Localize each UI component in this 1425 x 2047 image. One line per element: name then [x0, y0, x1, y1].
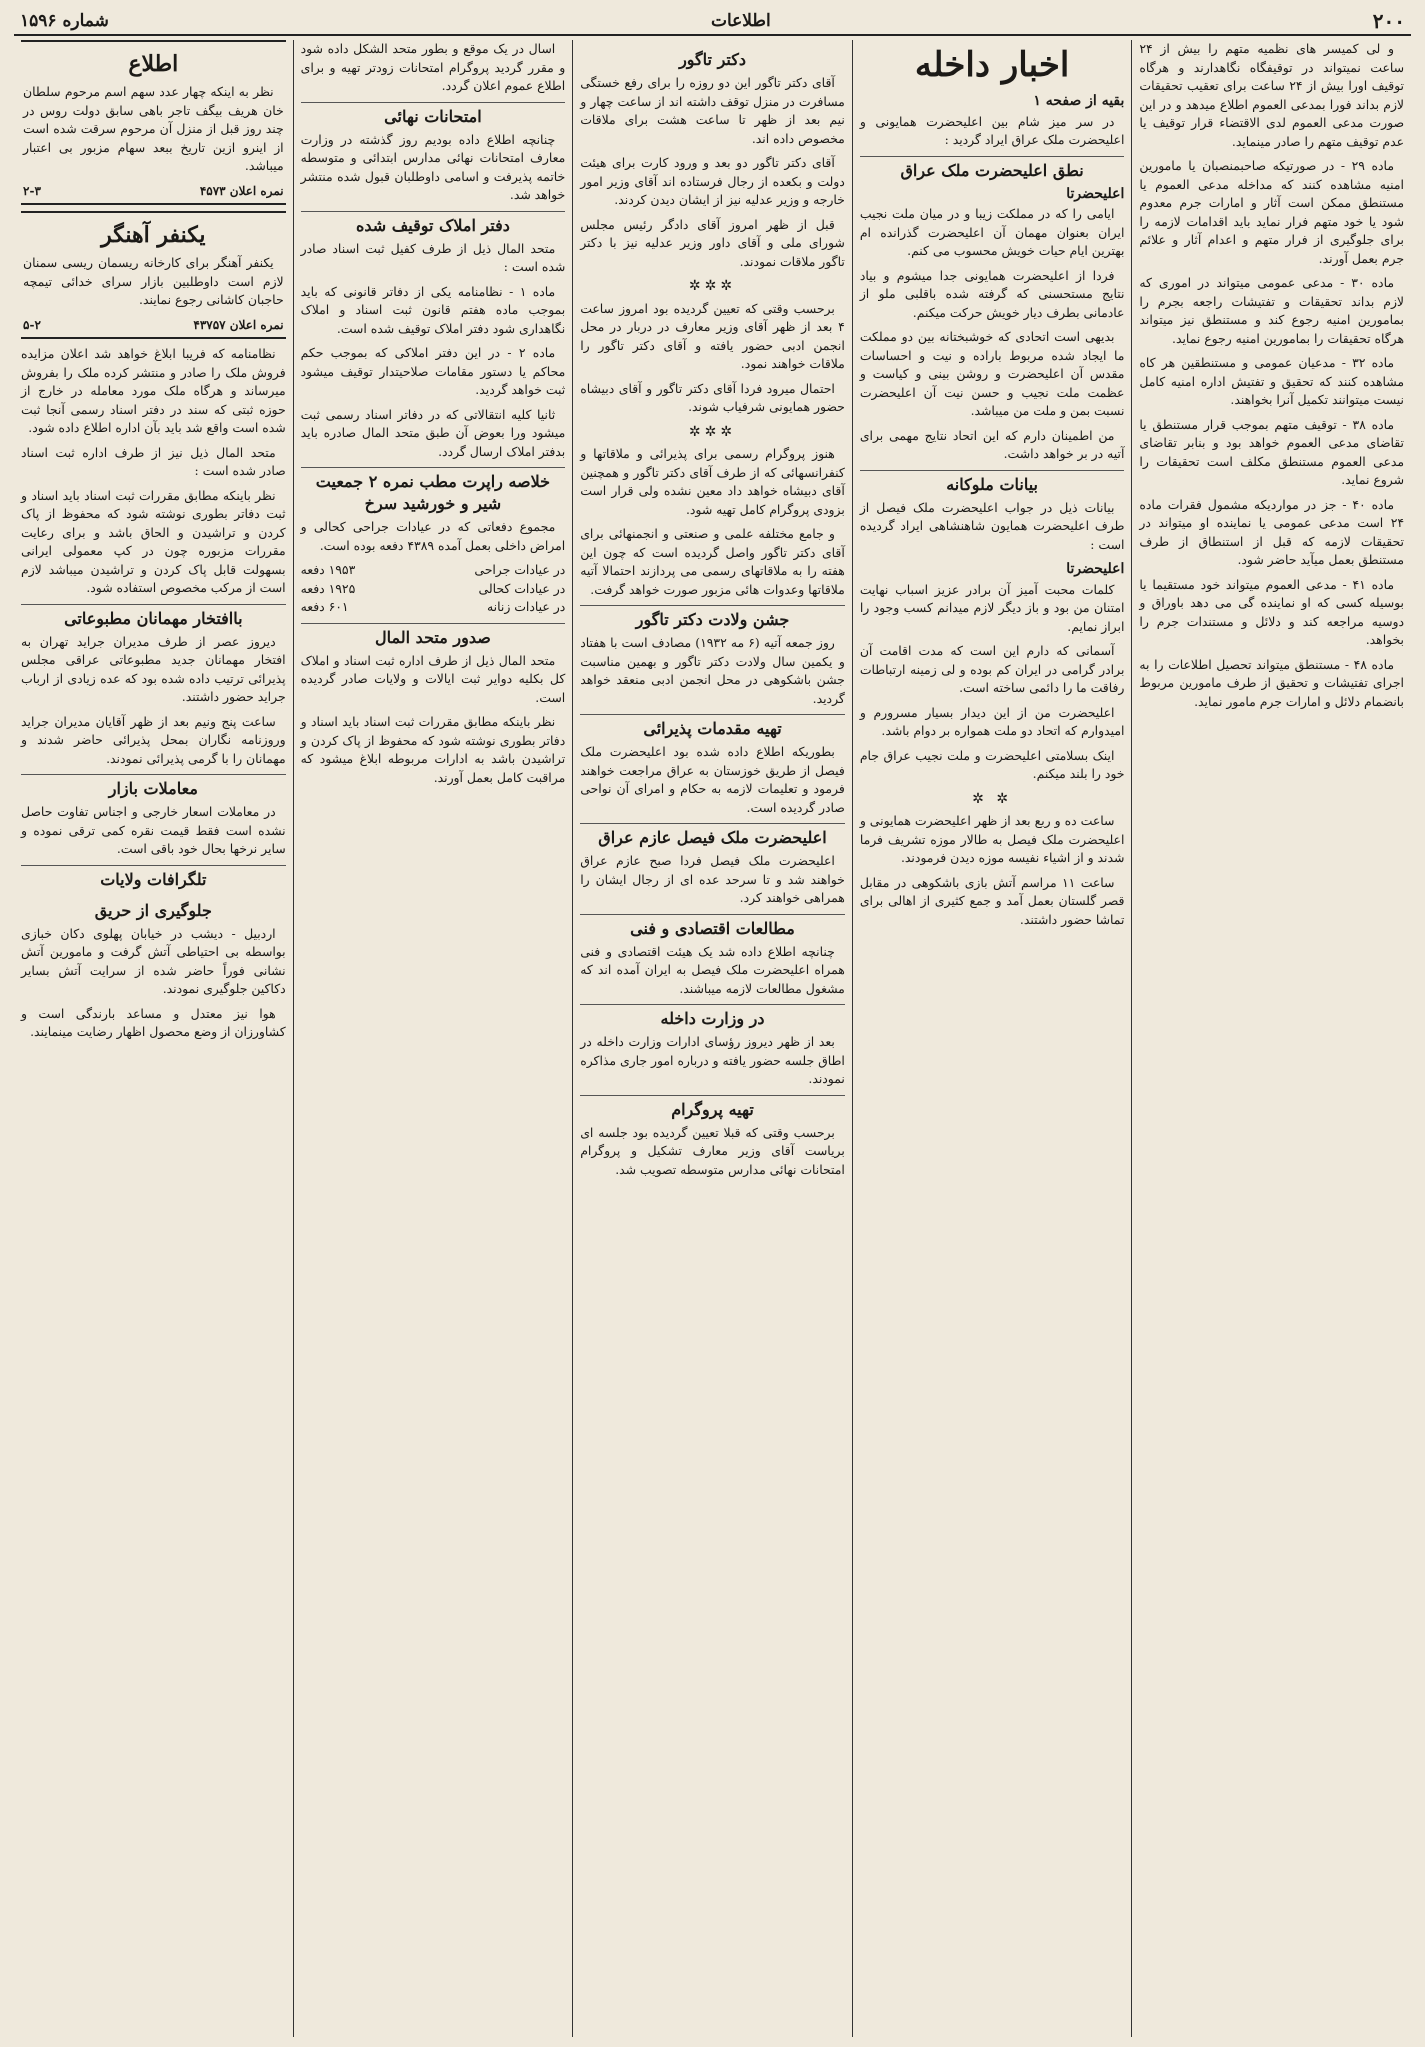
col3-p7: و جامع مختلفه علمی و صنعتی و انجمنهائی برای آقای دکتر تاگور واصل گردیده است که چون این هفته را به ملاقاتهای رسمی می پردازند احتمالا آتیه ملاقاتها وعدوات هائی مزبور صورت خواهد گرفت. [580, 526, 845, 597]
stats-label: در عیادات جراحی [474, 562, 566, 577]
headline-market: معاملات بازار [21, 774, 286, 800]
col3-p4: برحسب وقتی که تعیین گردیده بود امروز ساعت ۴ بعد از ظهر آقای وزیر معارف در دربار در محل انجمن ادبی حضور یافته و آقای دکتر تاگور را ملاقات خواهند نمود. [580, 300, 845, 371]
notice-text-2: یکنفر آهنگر برای کارخانه ریسمان ریسی سمنان لازم است داوطلبین بازار سرای خدائی تیمچه حاجبان کاشانی رجوع نمایند. [23, 255, 284, 307]
stats-value: ۶۰۱ دفعه [300, 599, 349, 614]
notice-ref-2: نمره اعلان ۴۳۷۵۷ [193, 317, 284, 332]
headline-economic-studies: مطالعات اقتصادی و فنی [580, 914, 845, 940]
speech-1-p2: فردا از اعلیحضرت همایونی جدا میشوم و بیاد نتایج مستحسنی که گرفته شده باقلبی ملو از عادمانی بطرف دیار خویش حرکت میکنم. [859, 267, 1125, 320]
col2-intro: در سر میز شام بین اعلیحضرت همایونی و اعلیحضرت ملک عراق ایراد گردید : [859, 113, 1125, 147]
headline-red-lion-report: خلاصه راپرت مطب نمره ۲ جمعیت شیر و خورشید سرخ [301, 467, 566, 515]
col4-p7: مجموع دفعاتی که در عیادات جراحی کحالی و امراض داخلی بعمل آمده ۴۳۸۹ دفعه بوده است. [300, 519, 566, 553]
col4-p8: متحد المال ذیل از طرف اداره ثبت اسناد و املاک کل بکلیه دوایر ثبت ایالات و ولایات صادر گردیده است. [300, 652, 566, 705]
col5-p2: متحد المال ذیل نیز از طرف اداره ثبت اسناد صادر شده است : [21, 444, 286, 478]
stats-value: ۱۹۲۵ دفعه [300, 580, 356, 596]
column-1 [1131, 40, 1411, 2037]
headline-reception-preparations: تهیه مقدمات پذیرائی [580, 714, 845, 740]
notice-ref-1: نمره اعلان ۴۵۷۳ [199, 183, 284, 198]
headline-program: تهیه پروگرام [580, 1095, 845, 1121]
col1-article-38: ماده ۳۸ - توقیف متهم بموجب قرار مستنطق یا تقاضای مدعی العموم خواهد بود و بنابر تقاضای مدعی العموم مستنطق مکلف است تحقیقات را شروع نماید. [1139, 416, 1404, 487]
col3-p12: بعد از ظهر دیروز رؤسای ادارات وزارت داخله در اطاق جلسه حضور یافته و درباره امور جاری مذاکره نمودند. [580, 1034, 845, 1086]
col5-p8: هوا نیز معتدل و مساعد بارندگی است و کشاورزان از وضع محصول اظهار رضایت مینمایند. [21, 1005, 286, 1039]
separator-stars: ✲ ✲ [972, 790, 1013, 807]
column-3 [572, 40, 852, 2037]
stats-value: ۱۹۵۳ دفعه [300, 562, 356, 577]
col1-intro: و لی کمیسر های نظمیه متهم را بیش از ۲۴ ساعت نمیتواند در توقیفگاه نگاهدارند و هرگاه توقیف اورا بیش از ۲۴ ساعت برای تعقیب تحقیقات لازم بداند فورا بمدعی العموم اطلاع میدهد و در این صورت مدعی العموم لدی الاقتضاء قرار توقیف یا عدم توقیف متهم را صادر مینماید. [1139, 41, 1404, 149]
stats-label: در عیادات کحالی [478, 580, 566, 596]
notice-box-2 [21, 211, 286, 339]
stats-label: در عیادات زنانه [487, 599, 566, 614]
column-5 [14, 40, 293, 2037]
column-4 [293, 40, 573, 2037]
columns [14, 40, 1411, 2037]
col3-p6: هنوز پروگرام رسمی برای پذیرائی و ملاقاتها و کنفرانسهائی که از طرف آقای دکتر تاگور و همچنین آقای دبیشاه خواهد داد معین نشده ولی قرار است بزودی پروگرام کامل تهیه شود. [580, 446, 845, 517]
salutation-2: اعلیحضرتا [1066, 561, 1125, 577]
column-2 [852, 40, 1132, 2037]
col4-p2: چنانچه اطلاع داده بودیم روز گذشته در وزارت معارف امتحانات نهائی مدارس ابتدائی و متوسطه خاتمه پذیرفت و اسامی داوطلبان قبول شده منتشر خواهد شد. [300, 131, 566, 202]
masthead [14, 8, 1411, 36]
col4-p9: نظر باینکه مطابق مقررات ثبت اسناد باید اسناد و دفاتر بطوری نوشته شود که محفوظ از پاک کردن و تراشیدن باشد به ادارات مربوطه ابلاغ میشود که مراقبت کامل بعمل آورند. [300, 714, 566, 785]
col5-p4: دیروز عصر از طرف مدیران جراید تهران به افتخار مهمانان جدید مطبوعاتی عراقی مجلس پذیرائی ترتیب داده شده بود که عده زیادی از ارباب جراید حضور داشتند. [21, 633, 286, 704]
col1-article-40: ماده ۴۰ - جز در مواردیکه مشمول فقرات ماده ۲۴ است مدعی عمومی یا نماینده او میتواند در تحقیقات لازمه که قبل از استنطاق از طرف مستنطق بعمل میآید حاضر شود. [1139, 496, 1404, 567]
col4-p5: ماده ۲ - در این دفتر املاکی که بموجب حکم محاکم یا دستور مقامات صلاحیتدار توقیف میشود ثبت خواهد گردید. [300, 345, 566, 397]
col1-article-29: ماده ۲۹ - در صورتیکه صاحبمنصبان یا مامورین امنیه مشاهده کنند که مداخله مدعی العموم یا مستنطق ممکن است آثار و امارات جرم معدوم شود یا خود متهم فرار نماید باید اقدامات لازمه را برای جلوگیری از فرار متهم و اعدام آثار و علائم جرم بعمل آورند. [1139, 158, 1404, 266]
col5-p5: ساعت پنج ونیم بعد از ظهر آقایان مدیران جراید وروزنامه نگاران بمحل پذیرائی حاضر شدند و مهمانان را با گرمی پذیرائی نمودند. [21, 713, 286, 766]
headline-final-exams: امتحانات نهائی [301, 102, 566, 128]
stats-row-3 [301, 598, 566, 617]
col3-p2: آقای دکتر تاگور دو بعد و ورود کارت برای هیئت دولت و بکعده از رجال فرستاده اند آقای وزیر امور خارجه و وزیر عدلیه نیز از ایشان دیدن کردند. [580, 155, 845, 207]
col3-p8: روز جمعه آتیه (۶ مه ۱۹۳۲) مصادف است با هفتاد و یکمین سال ولادت دکتر تاگور و بهمین مناسبت جشن باشکوهی در محل انجمن ادبی منعقد خواهد گردید. [580, 635, 845, 706]
headline-tagore: دکتر تاگور [679, 50, 746, 69]
continuation-label: بقیه از صفحه ۱ [1033, 93, 1125, 109]
stats-row-1 [301, 561, 566, 580]
speech-2-p2: آسمانی که دارم این است که مدت اقامت آن برادر گرامی در ایران کم بوده و لی زمینه ارتباطات رفاقت ما را دائمی ساخته است. [859, 643, 1125, 695]
headline-tagore-birthday: جشن ولادت دکتر تاگور [580, 605, 845, 631]
col4-p3: متحد المال ذیل از طرف کفیل ثبت اسناد صادر شده است : [300, 240, 566, 274]
page-number: ۲۰۰ [1372, 9, 1405, 33]
speech-1-p1: ایامی را که در مملکت زیبا و در میان ملت نجیب ایران بعنوان مهمان آن اعلیحضرت گذرانده ام بهترین ایام حیات خویش محسوب می کنم. [859, 206, 1125, 258]
notice-footer-2 [23, 316, 284, 335]
headline-provincial-telegrams: تلگرافات ولایات [21, 865, 286, 891]
col1-article-41: ماده ۴۱ - مدعی العموم میتواند خود مستقیما یا بوسیله کسی که او نماینده گی می دهد باوراق و دوسیه مراجعه کند و دلائل و مستندات جرم را بخواهد. [1139, 576, 1404, 647]
notice-run-2: ۵-۲ [23, 317, 41, 332]
col2-paragraph-3: ساعت ده و ربع بعد از ظهر اعلیحضرت همایونی و اعلیحضرت ملک فیصل به طالار موزه تشریف فرما شدند و از اشیاء نفیسه موزه دیدن فرمودند. [859, 813, 1125, 865]
col3-p5: احتمال میرود فردا آقای دکتر تاگور و آقای دبیشاه حضور همایونی شرفیاب شوند. [580, 380, 845, 414]
col3-p9: بطوریکه اطلاع داده شده بود اعلیحضرت ملک فیصل از طریق خوزستان به عراق مراجعت خواهند فرمود و تعلیمات لازمه به حکام و امرای آن نواحی صادر گردیده است. [580, 744, 845, 815]
col1-article-48: ماده ۴۸ - مستنطق میتواند تحصیل اطلاعات را به اجرای تفتیشات و تحقیق از طرف مامورین مربوط بانضمام دلائل و امارات جرم مامور نماید. [1139, 656, 1404, 709]
col3-p11: چنانچه اطلاع داده شد یک هیئت اقتصادی و فنی همراه اعلیحضرت ملک فیصل به ایران آمده اند که مشغول مطالعات لازمه میباشند. [580, 943, 845, 996]
notice-footer-1 [23, 182, 284, 201]
newspaper-name: اطلاعات [710, 11, 771, 31]
col1-article-30: ماده ۳۰ - مدعی عمومی میتواند در اموری که لازم بداند تحقیقات و تفتیشات راجعه بجرم را بمامورین امنیه رجوع کند و مستنطق نیز میتواند هرگاه تحقیقات را بمامورین امنیه رجوع نماید. [1139, 275, 1404, 346]
col3-p3: قبل از ظهر امروز آقای دادگر رئیس مجلس شورای ملی و آقای داور وزیر عدلیه نیز با دکتر تاگور ملاقات نمودند. [580, 216, 845, 269]
headline-interior-ministry: در وزارت داخله [580, 1004, 845, 1030]
col4-p4: ماده ۱ - نظامنامه یکی از دفاتر قانونی که باید بموجب ماده هفتم قانون ثبت اسناد و املاک نگاهداری شود دفتر املاک توقیف شده است. [300, 283, 566, 336]
col5-p6: در معاملات اسعار خارجی و اجناس تفاوت حاصل نشده است فقط قیمت نقره کمی ترقی نموده و سایر نرخها بحال خود باقی است. [21, 804, 286, 856]
col5-p1: نظامنامه که فریبا ابلاغ خواهد شد اعلان مزایده فروش ملک را صادر و منتشر کرده ملک را بفروش میرساند و هرگاه ملک مورد معامله در خارج از حوزه ثبتی که سند در دفتر اسناد رسمی آنجا ثبت شده است واقع شد باید بآن اداره اطلاع داده شود. [21, 346, 286, 435]
col1-article-32: ماده ۳۲ - مدعیان عمومی و مستنطقین هر کاه مشاهده کنند که تحقیق و تفتیش اداره امنیه کامل نیست میتوانند تکمیل آنرا بخواهند. [1139, 355, 1404, 407]
separator-stars: ✲✲✲ [688, 278, 737, 294]
speech-1-p3: بدیهی است اتحادی که خوشبختانه بین دو مملکت ما ایجاد شده مربوط باراده و نیت و احساسات مقدس آن اعلیحضرت و روشن بینی و کیاست و عظمت ملت نجیب و حسن نیت آن اعلیحضرت نسبت بمن و ملت من میباشد. [859, 329, 1125, 418]
issue-number: شماره ۱۵۹۶ [20, 11, 109, 31]
headline-press-guests: باافتخار مهمانان مطبوعاتی [21, 604, 286, 630]
headline-royal-remarks: بیانات ملوکانه [860, 470, 1125, 496]
section-title: اخبار داخله [914, 45, 1070, 85]
col5-p7: اردبیل - دیشب در خیابان پهلوی دکان خبازی بواسطه بی احتیاطی آتش گرفت و مامورین آتش نشانی فوراً حاضر شده از سرایت آتش بسایر دکاکین جلوگیری نمودند. [21, 925, 286, 996]
col3-p13: برحسب وقتی که قبلا تعیین گردیده بود جلسه ای بریاست آقای وزیر معارف تشکیل و پروگرام امتحانات نهائی مدارس متوسطه تصویب شد. [580, 1124, 845, 1177]
separator-stars: ✲✲✲ [688, 423, 737, 440]
headline-faisal-departure: اعلیحضرت ملک فیصل عازم عراق [580, 823, 845, 849]
speech-2-p4: اینک بسلامتی اعلیحضرت و ملت نجیب عراق جام خود را بلند میکنم. [859, 747, 1125, 781]
headline-circular-issued: صدور متحد المال [301, 623, 566, 649]
col5-p3: نظر باینکه مطابق مقررات ثبت اسناد باید اسناد و ثبت دفاتر بطوری نوشته شود که محفوظ از پاک کردن و تراشیدن و الحاق باشد و برای رعایت مقررات مزبوره چون در کپ معمولی ایرانی بسهولت قابل پاک کردن و تراشیدن میباشد لازم است از مرکب مخصوص استفاده شود. [21, 487, 286, 595]
notice-title-1: اطلاع [128, 51, 179, 77]
headline-seized-property-register: دفتر املاک توقیف شده [301, 211, 566, 237]
notice-box-1 [21, 40, 286, 205]
col3-p1: آقای دکتر تاگور این دو روزه را برای رفع خستگی مسافرت در منزل توقف داشته اند از ساعت چهار و نیم بعد از ظهر تا ساعت هشت برای ملاقات مخصوص داده اند. [580, 75, 845, 146]
headline-iraq-king-speech: نطق اعلیحضرت ملک عراق [860, 156, 1125, 182]
headline-fire-prevention: جلوگیری از حریق [94, 900, 212, 920]
speech-2-p1: کلمات محبت آمیز آن برادر عزیز اسباب نهایت امتنان من بود و باز دیگر لازم میدانم کسب وجود را ابراز نمایم. [859, 581, 1125, 634]
col2-paragraph-4: ساعت ۱۱ مراسم آتش بازی باشکوهی در مقابل قصر گلستان بعمل آمد و جمع کثیری از اهالی برای تماشا حضور داشتند. [859, 874, 1125, 927]
col4-p1: اسال در یک موقع و بطور متحد الشکل داده شود و مقرر گردید پروگرام امتحانات زودتر تهیه و برای اطلاع عموم اعلان گردد. [300, 41, 566, 93]
stats-row-2 [301, 580, 566, 599]
notice-title-2: یکنفر آهنگر [101, 222, 206, 248]
speech-2-p3: اعلیحضرت من از این دیدار بسیار مسرورم و امیدوارم که اتحاد دو ملت همواره بر دوام باشد. [859, 704, 1125, 738]
notice-run-1: ۲-۳ [23, 183, 41, 198]
notice-text-1: نظر به اینکه چهار عدد سهم اسم مرحوم سلطان خان هریف بیگف تاجر باهی سابق دولت روس در چند روز قبل از منزل آن مرحوم سرقت شده است از اینرو ازین تاریخ ببعد سهام مزبور بی اعتبار میباشد. [23, 84, 284, 173]
col4-p6: ثانیا کلیه انتقالاتی که در دفاتر اسناد رسمی ثبت میشود ورا بعوض آن طبق متحد المال صادره باید بدفتر املاک ارسال گردد. [300, 406, 566, 459]
col3-p10: اعلیحضرت ملک فیصل فردا صبح عازم عراق خواهند شد و تا سرحد عده ای از رجال ایشان را همراهی خواهند کرد. [580, 853, 845, 905]
salutation-1: اعلیحضرتا [1066, 185, 1125, 202]
speech-1-p4: من اطمینان دارم که این اتحاد نتایج مهمی برای آتیه در بر خواهد داشت. [859, 427, 1125, 461]
col2-intro-2: بیانات ذیل در جواب اعلیحضرت ملک فیصل از طرف اعلیحضرت همایون شاهنشاهی ایراد گردیده است : [859, 499, 1125, 552]
